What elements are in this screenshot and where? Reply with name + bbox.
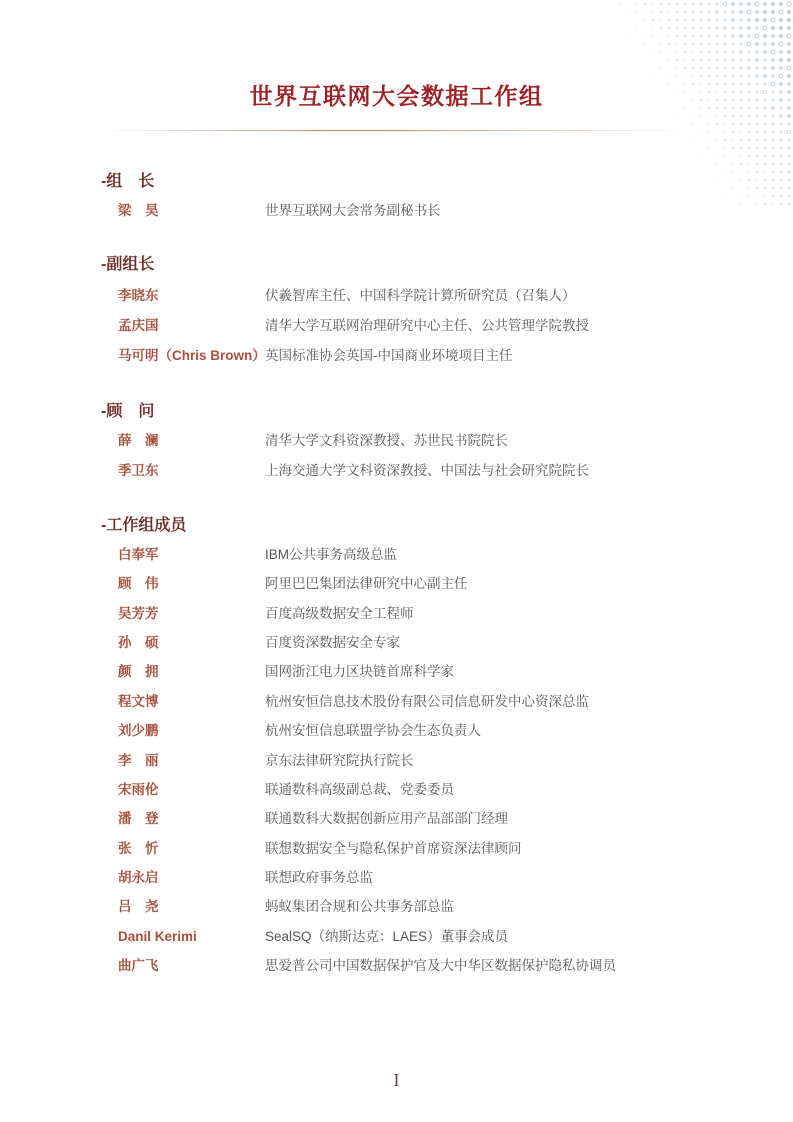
member-row [0, 348, 793, 366]
member-name: 马可明（Chris Brown） [118, 348, 266, 363]
member-row [0, 782, 793, 800]
member-name: 季卫东 [118, 463, 159, 478]
title-divider [105, 130, 689, 131]
section-heading: -副组长 [101, 256, 155, 273]
member-name: 孟庆国 [118, 318, 159, 333]
section-heading: -组 长 [101, 173, 155, 190]
member-row [0, 753, 793, 771]
member-name: 顾 伟 [118, 576, 159, 591]
member-name: 程文博 [118, 694, 159, 709]
member-name: 潘 登 [118, 811, 159, 826]
member-title: 京东法律研究院执行院长 [265, 753, 414, 768]
section-heading: -工作组成员 [101, 517, 187, 534]
member-row [0, 841, 793, 859]
member-title: 联通数科大数据创新应用产品部部门经理 [265, 811, 508, 826]
member-row [0, 694, 793, 712]
member-name: 张 忻 [118, 841, 159, 856]
member-title: 蚂蚁集团合规和公共事务部总监 [265, 899, 454, 914]
member-name: 白奉军 [118, 547, 159, 562]
member-name: Danil Kerimi [118, 929, 197, 944]
member-title: 杭州安恒信息技术股份有限公司信息研发中心资深总监 [265, 694, 589, 709]
member-row [0, 433, 793, 451]
member-row [0, 723, 793, 741]
member-row [0, 958, 793, 976]
page-number: I [393, 1070, 400, 1090]
member-name: 吴芳芳 [118, 606, 159, 621]
member-name: 孙 硕 [118, 635, 159, 650]
member-title: 联想政府事务总监 [265, 870, 373, 885]
section-heading: -顾 问 [101, 403, 155, 420]
member-title: 百度资深数据安全专家 [265, 635, 400, 650]
member-row [0, 664, 793, 682]
member-row [0, 463, 793, 481]
member-title: 英国标准协会英国-中国商业环境项目主任 [265, 348, 513, 363]
member-title: SealSQ（纳斯达克：LAES）董事会成员 [265, 929, 509, 944]
member-title: 联通数科高级副总裁、党委委员 [265, 782, 454, 797]
member-row [0, 870, 793, 888]
member-name: 宋雨伦 [118, 782, 159, 797]
page-title: 世界互联网大会数据工作组 [249, 83, 544, 109]
member-row [0, 811, 793, 829]
member-row [0, 547, 793, 565]
member-name: 李 丽 [118, 753, 159, 768]
member-name: 胡永启 [118, 870, 159, 885]
member-row [0, 203, 793, 221]
member-title: 世界互联网大会常务副秘书长 [265, 203, 441, 218]
member-name: 刘少鹏 [118, 723, 159, 738]
member-title: 清华大学文科资深教授、苏世民书院院长 [265, 433, 508, 448]
member-name: 吕 尧 [118, 899, 159, 914]
member-name: 李晓东 [118, 288, 159, 303]
member-name: 曲广飞 [118, 958, 159, 973]
member-name: 颜 拥 [118, 664, 159, 679]
member-title: 国网浙江电力区块链首席科学家 [265, 664, 454, 679]
member-title: 思爱普公司中国数据保护官及大中华区数据保护隐私协调员 [265, 958, 616, 973]
member-row [0, 899, 793, 917]
member-title: 伏羲智库主任、中国科学院计算所研究员（召集人） [265, 288, 576, 303]
member-row [0, 318, 793, 336]
member-title: 杭州安恒信息联盟学协会生态负责人 [265, 723, 481, 738]
member-row [0, 576, 793, 594]
member-title: 联想数据安全与隐私保护首席资深法律顾问 [265, 841, 522, 856]
member-row [0, 606, 793, 624]
member-title: 清华大学互联网治理研究中心主任、公共管理学院教授 [265, 318, 589, 333]
member-title: 阿里巴巴集团法律研究中心副主任 [265, 576, 468, 591]
member-title: 百度高级数据安全工程师 [265, 606, 414, 621]
member-name: 薛 澜 [118, 433, 159, 448]
member-title: 上海交通大学文科资深教授、中国法与社会研究院院长 [265, 463, 589, 478]
member-row [0, 929, 793, 947]
member-row [0, 635, 793, 653]
member-row [0, 288, 793, 306]
member-name: 梁 昊 [118, 203, 159, 218]
member-title: IBM公共事务高级总监 [265, 547, 398, 562]
